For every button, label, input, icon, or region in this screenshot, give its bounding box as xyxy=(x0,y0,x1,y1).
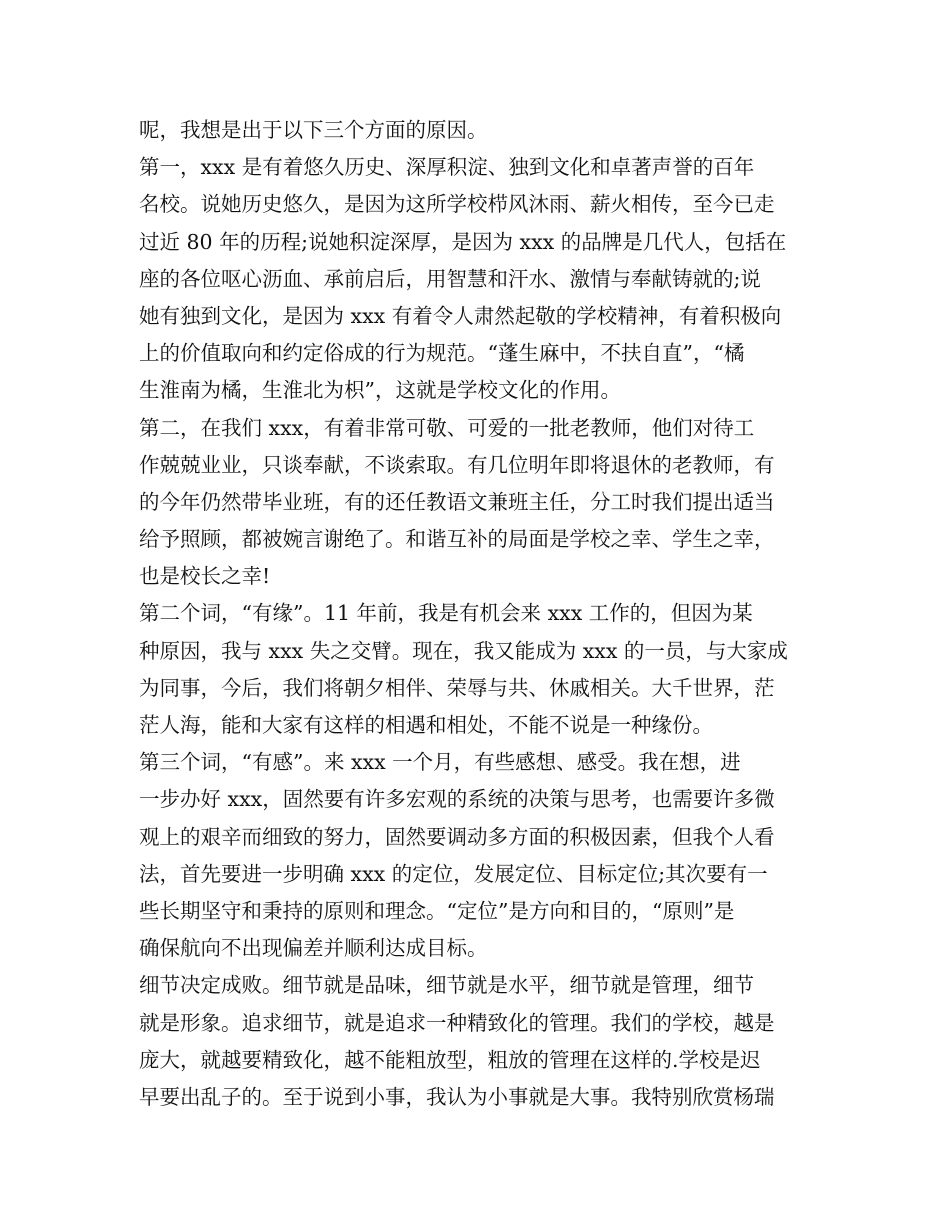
text-line: 细节决定成败。细节就是品味，细节就是水平，细节就是管理，细节 xyxy=(139,973,754,998)
text-line: 法，首先要进一步明确 xxx 的定位，发展定位、目标定位;其次要有一 xyxy=(139,861,768,886)
text-line: 茫人海，能和大家有这样的相遇和相处，不能不说是一种缘份。 xyxy=(139,713,713,737)
text-line: 上的价值取向和约定俗成的行为规范。“蓬生麻中，不扶自直”，“橘 xyxy=(139,341,745,366)
text-line: 种原因，我与 xxx 失之交臂。现在，我又能成为 xxx 的一员，与大家成 xyxy=(139,638,788,663)
text-line: 她有独到文化，是因为 xxx 有着令人肃然起敬的学校精神，有着积极向 xyxy=(139,303,782,328)
text-line: 名校。说她历史悠久，是因为这所学校栉风沐雨、薪火相传，至今已走 xyxy=(139,192,775,217)
text-line: 为同事，今后，我们将朝夕相伴、荣辱与共、休戚相关。大千世界，茫 xyxy=(139,675,775,700)
text-line: 呢，我想是出于以下三个方面的原因。 xyxy=(139,118,488,142)
text-line: 早要出乱子的。至于说到小事，我认为小事就是大事。我特别欣赏杨瑞 xyxy=(139,1084,775,1109)
text-line: 些长期坚守和秉持的原则和理念。“定位”是方向和目的，“原则”是 xyxy=(139,898,735,923)
text-line: 第一，xxx 是有着悠久历史、深厚积淀、独到文化和卓著声誉的百年 xyxy=(139,155,755,180)
text-line: 作兢兢业业，只谈奉献，不谈索取。有几位明年即将退休的老教师，有 xyxy=(139,452,775,477)
text-line: 座的各位呕心沥血、承前启后，用智慧和汗水、激情与奉献铸就的;说 xyxy=(139,266,761,291)
text-line: 就是形象。追求细节，就是追求一种精致化的管理。我们的学校，越是 xyxy=(139,1010,775,1035)
text-line: 生淮南为橘，生淮北为枳”，这就是学校文化的作用。 xyxy=(139,378,621,403)
text-line: 第二个词，“有缘”。11 年前，我是有机会来 xxx 工作的，但因为某 xyxy=(139,601,753,626)
text-line: 也是校长之幸! xyxy=(139,564,271,589)
text-line: 观上的艰辛而细致的努力，固然要调动多方面的积极因素，但我个人看 xyxy=(139,824,775,849)
document-body xyxy=(139,112,819,1116)
text-line: 的今年仍然带毕业班，有的还任教语文兼班主任，分工时我们提出适当 xyxy=(139,489,775,514)
text-line: 确保航向不出现偏差并顺利达成目标。 xyxy=(139,936,488,961)
text-line: 第三个词，“有感”。来 xxx 一个月，有些感想、感受。我在想，进 xyxy=(139,750,741,775)
text-line: 给予照顾，都被婉言谢绝了。和谐互补的局面是学校之幸、学生之幸， xyxy=(139,527,775,552)
text-line: 过近 80 年的历程;说她积淀深厚，是因为 xxx 的品牌是几代人，包括在 xyxy=(139,229,787,254)
text-line: 庞大，就越要精致化，越不能粗放型，粗放的管理在这样的.学校是迟 xyxy=(139,1047,761,1072)
text-line: 第二，在我们 xxx，有着非常可敬、可爱的一批老教师，他们对待工 xyxy=(139,415,755,440)
text-line: 一步办好 xxx，固然要有许多宏观的系统的决策与思考，也需要许多微 xyxy=(139,787,775,812)
